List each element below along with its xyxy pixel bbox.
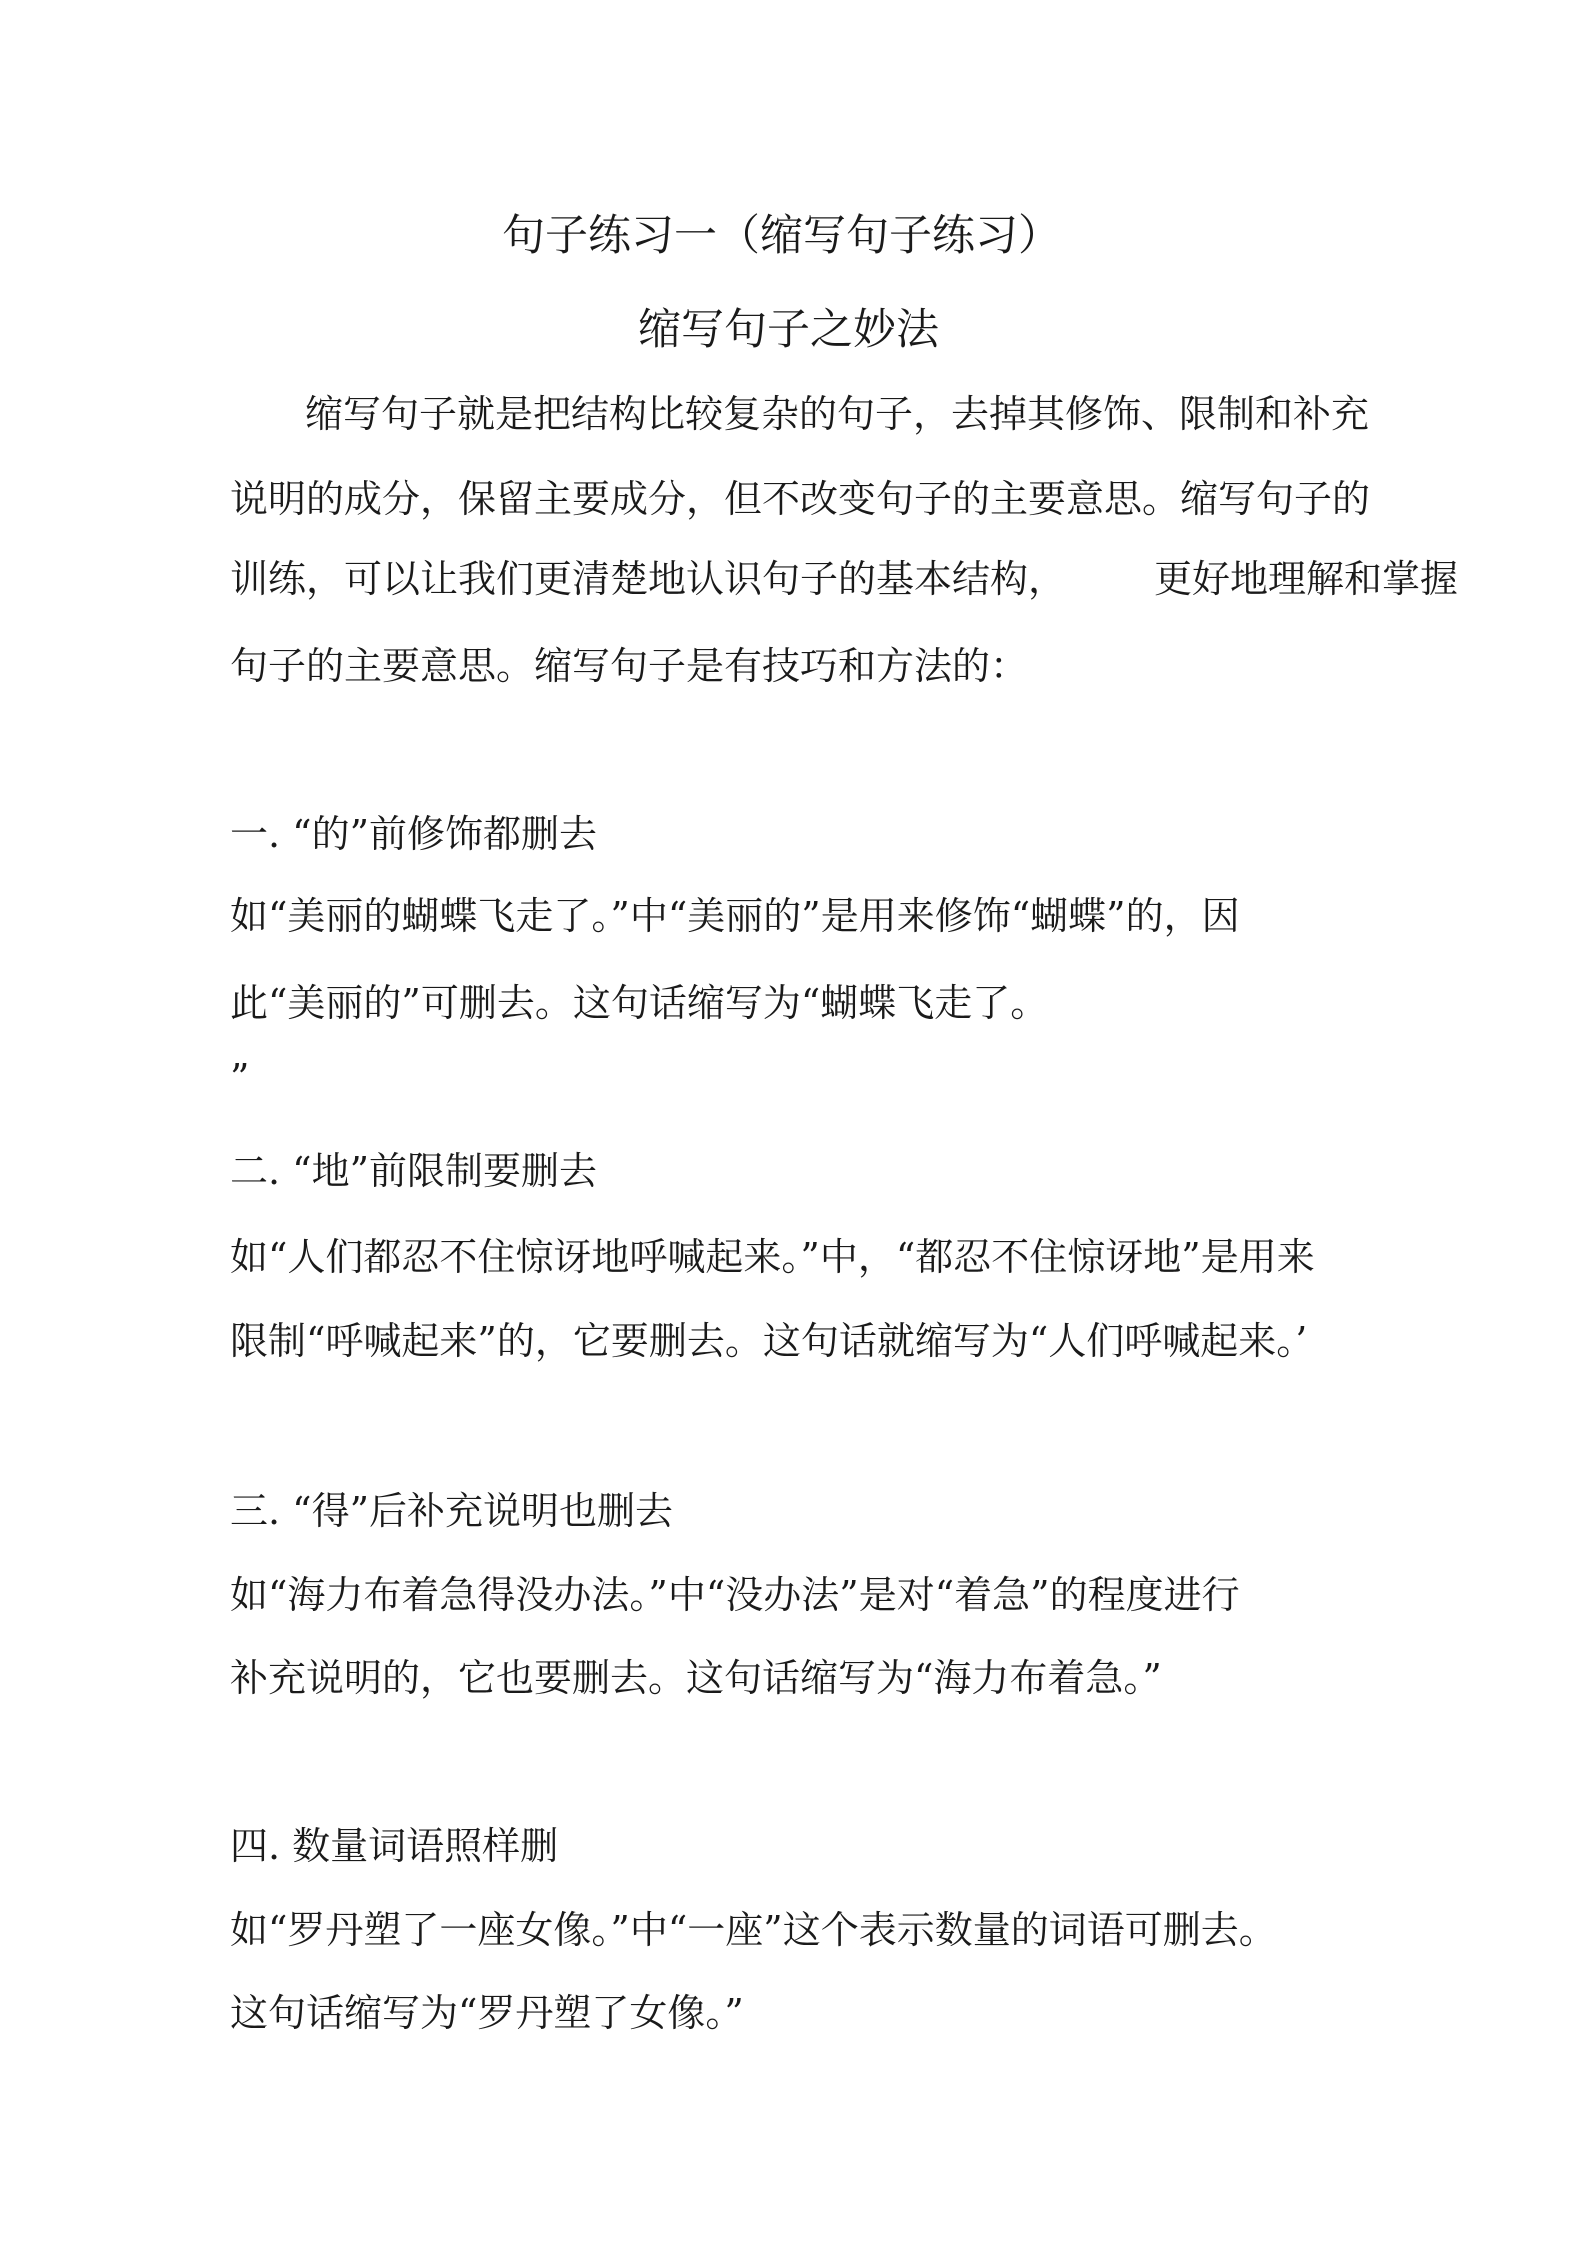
section-3-line-1: 如“海力布着急得没办法。”中“没办法”是对“着急”的程度进行 <box>230 1573 1240 1617</box>
section-1-line-2: 此“美丽的”可删去。这句话缩写为“蝴蝶飞走了。 <box>230 981 1049 1025</box>
document-subtitle: 缩写句子之妙法 <box>638 305 939 355</box>
section-2-heading: 二. “地”前限制要删去 <box>230 1149 598 1193</box>
section-1-line-3: ” <box>230 1056 250 1100</box>
section-2-line-1: 如“人们都忍不住惊讶地呼喊起来。”中，“都忍不住惊讶地”是用来 <box>230 1235 1315 1279</box>
section-3-heading: 三. “得”后补充说明也删去 <box>230 1489 674 1533</box>
section-2-line-2: 限制“呼喊起来”的，它要删去。这句话就缩写为“人们呼喊起来。’ <box>230 1319 1308 1363</box>
section-1-heading: 一. “的”前修饰都删去 <box>230 812 598 856</box>
section-3-line-2: 补充说明的，它也要删去。这句话缩写为“海力布着急。” <box>230 1656 1162 1700</box>
intro-line-1: 缩写句子就是把结构比较复杂的句子，去掉其修饰、限制和补充 <box>305 392 1370 436</box>
section-4-line-1: 如“罗丹塑了一座女像。”中“一座”这个表示数量的词语可删去。 <box>230 1908 1277 1952</box>
intro-line-2: 说明的成分，保留主要成分，但不改变句子的主要意思。缩写句子的 <box>230 477 1371 521</box>
intro-line-3-part-2: 更好地理解和掌握 <box>1154 557 1459 601</box>
intro-line-4: 句子的主要意思。缩写句子是有技巧和方法的： <box>230 644 1029 688</box>
section-1-line-1: 如“美丽的蝴蝶飞走了。”中“美丽的”是用来修饰“蝴蝶”的，因 <box>230 894 1240 938</box>
section-4-line-2: 这句话缩写为“罗丹塑了女像。” <box>230 1991 744 2035</box>
document-title: 句子练习一（缩写句子练习） <box>502 211 1061 261</box>
section-4-heading: 四. 数量词语照样删 <box>230 1824 559 1868</box>
intro-line-3-part-1: 训练，可以让我们更清楚地认识句子的基本结构， <box>230 557 1067 601</box>
intro-line-3 <box>230 556 1458 602</box>
